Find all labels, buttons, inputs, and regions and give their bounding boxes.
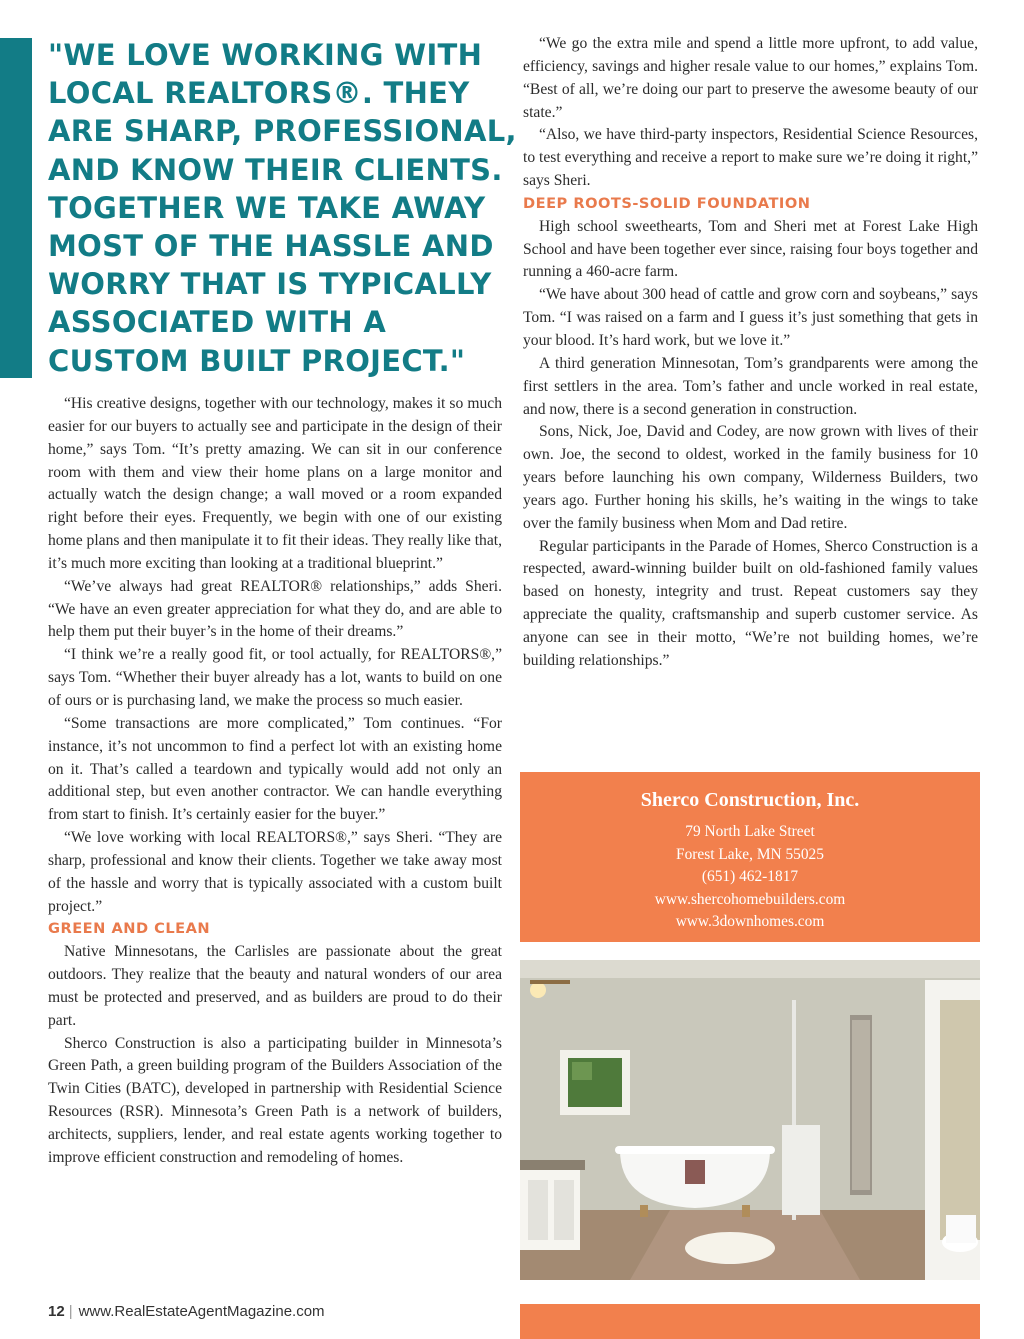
page-footer	[48, 1303, 325, 1320]
body-paragraph: “Some transactions are more complicated,” Tom continues. “For instance, it’s not uncommon to find a perfect lot with an existing home on it. That’s called a teardown and typically would add not only an additional step, but even another contractor. We can handle everything from start to finish. It’s certainly easier for the buyer.”	[48, 714, 502, 824]
body-paragraph: Sherco Construction is also a participating builder in Minnesota’s Green Path, a green building program of the Builders Association of the Twin Cities (BATC), developed in partnership with Residential Science Resources (RSR). Minnesota’s Green Path is a network of builders, architects, suppliers, lender, and real estate agents working together to improve efficient construction and remodeling of homes.	[48, 1034, 502, 1166]
orange-footer-bar	[520, 1304, 980, 1339]
city-line: Forest Lake, MN 55025	[676, 845, 824, 863]
footer-divider: |	[68, 1303, 73, 1320]
body-paragraph: “His creative designs, together with our technology, makes it so much easier for our buyers to actually see and participate in the design of their home,” says Tom. “It’s pretty amazing. We can sit in our conference room with them and view their home plans on a large monitor and actually watch the design change; a wall moved or a room expanded right before their eyes. Frequently, we begin with one of our existing home plans and then manipulate it to fit their ideas. They really like that, it’s much more exciting than looking at a traditional blueprint.”	[48, 395, 502, 572]
body-paragraph: Native Minnesotans, the Carlisles are passionate about the great outdoors. They realize that the beauty and natural wonders of our area must be protected and preserved, and as builders are proud to do their part.	[48, 943, 502, 1029]
address-line: 79 North Lake Street	[685, 823, 815, 840]
teal-accent-bar	[0, 38, 32, 378]
body-paragraph: Sons, Nick, Joe, David and Codey, are now grown with lives of their own. Joe, the second to oldest, worked in the family business for 10 years before launching his own company, Wilderness Builders, two years ago. Further honing his skills, he’s waiting in the wings to take over the family business when Mom and Dad retire.	[523, 423, 978, 532]
section-heading-green-and-clean: GREEN AND CLEAN	[48, 920, 211, 938]
bathroom-photo	[520, 960, 980, 1280]
body-paragraph: “We go the extra mile and spend a little more upfront, to add value, efficiency, savings and higher resale value to our homes,” explains Tom. “Best of all, we’re doing our part to preserve the awesome beauty of our state.”	[523, 35, 978, 121]
website-link[interactable]: www.3downhomes.com	[675, 913, 825, 930]
body-paragraph: “Also, we have third-party inspectors, Residential Science Resources, to test everything and receive a report to make sure we’re doing it right,” says Sheri.	[523, 126, 978, 190]
body-paragraph: “I think we’re a really good fit, or tool actually, for REALTORS®,” says Tom. “Whether their buyer already has a lot, wants to build on one of ours or is purchasing land, we make the process so much easier.	[48, 646, 502, 709]
body-paragraph: “We’ve always had great REALTOR® relationships,” adds Sheri. “We have an even greater appreciation for what they do, and are able to help them put their buyer’s in the home of their dreams.”	[48, 577, 502, 641]
left-column	[48, 393, 502, 1170]
page-number: 12	[48, 1303, 65, 1320]
website-link[interactable]: www.shercohomebuilders.com	[654, 890, 846, 908]
pull-quote: "WE LOVE WORKING WITH LOCAL REALTORS®. THEY ARE SHARP, PROFESSIONAL, AND KNOW THEIR CLIENTS. TOGETHER WE TAKE AWAY MOST OF THE HASSLE AND WORRY THAT IS TYPICALLY ASSOCIATED WITH A CUSTOM BUILT PROJECT."	[48, 38, 517, 378]
contact-info-box	[520, 772, 980, 942]
section-heading-deep-roots: DEEP ROOTS-SOLID FOUNDATION	[523, 194, 811, 212]
body-paragraph: “We love working with local REALTORS®,” says Sheri. “They are sharp, professional and know their clients. Together we take away most of the hassle and worry that is typically associated with a custom built project.”	[48, 829, 502, 915]
body-paragraph: High school sweethearts, Tom and Sheri met at Forest Lake High School and have been together ever since, raising four boys together and running a 460-acre farm.	[523, 217, 978, 281]
body-paragraph: A third generation Minnesotan, Tom’s grandparents were among the first settlers in the area. Tom’s father and uncle worked in real estate, and now, there is a second generation in construction.	[523, 354, 978, 418]
company-name: Sherco Construction, Inc.	[640, 789, 860, 811]
phone-number: (651) 462-1817	[701, 868, 799, 885]
body-paragraph: “We have about 300 head of cattle and grow corn and soybeans,” says Tom. “I was raised on a farm and I guess it’s just something that gets in your blood. It’s hard work, but we love it.”	[523, 286, 978, 349]
right-column	[523, 33, 978, 673]
body-paragraph: Regular participants in the Parade of Homes, Sherco Construction is a respected, award-winning builder built on old-fashioned family values based on honesty, integrity and trust. Repeat customers say they appreciate the quality, craftsmanship and superb customer service. As anyone can see in their motto, “We’re not building homes, we’re building relationships.”	[523, 537, 978, 669]
footer-url[interactable]: www.RealEstateAgentMagazine.com	[78, 1303, 325, 1320]
